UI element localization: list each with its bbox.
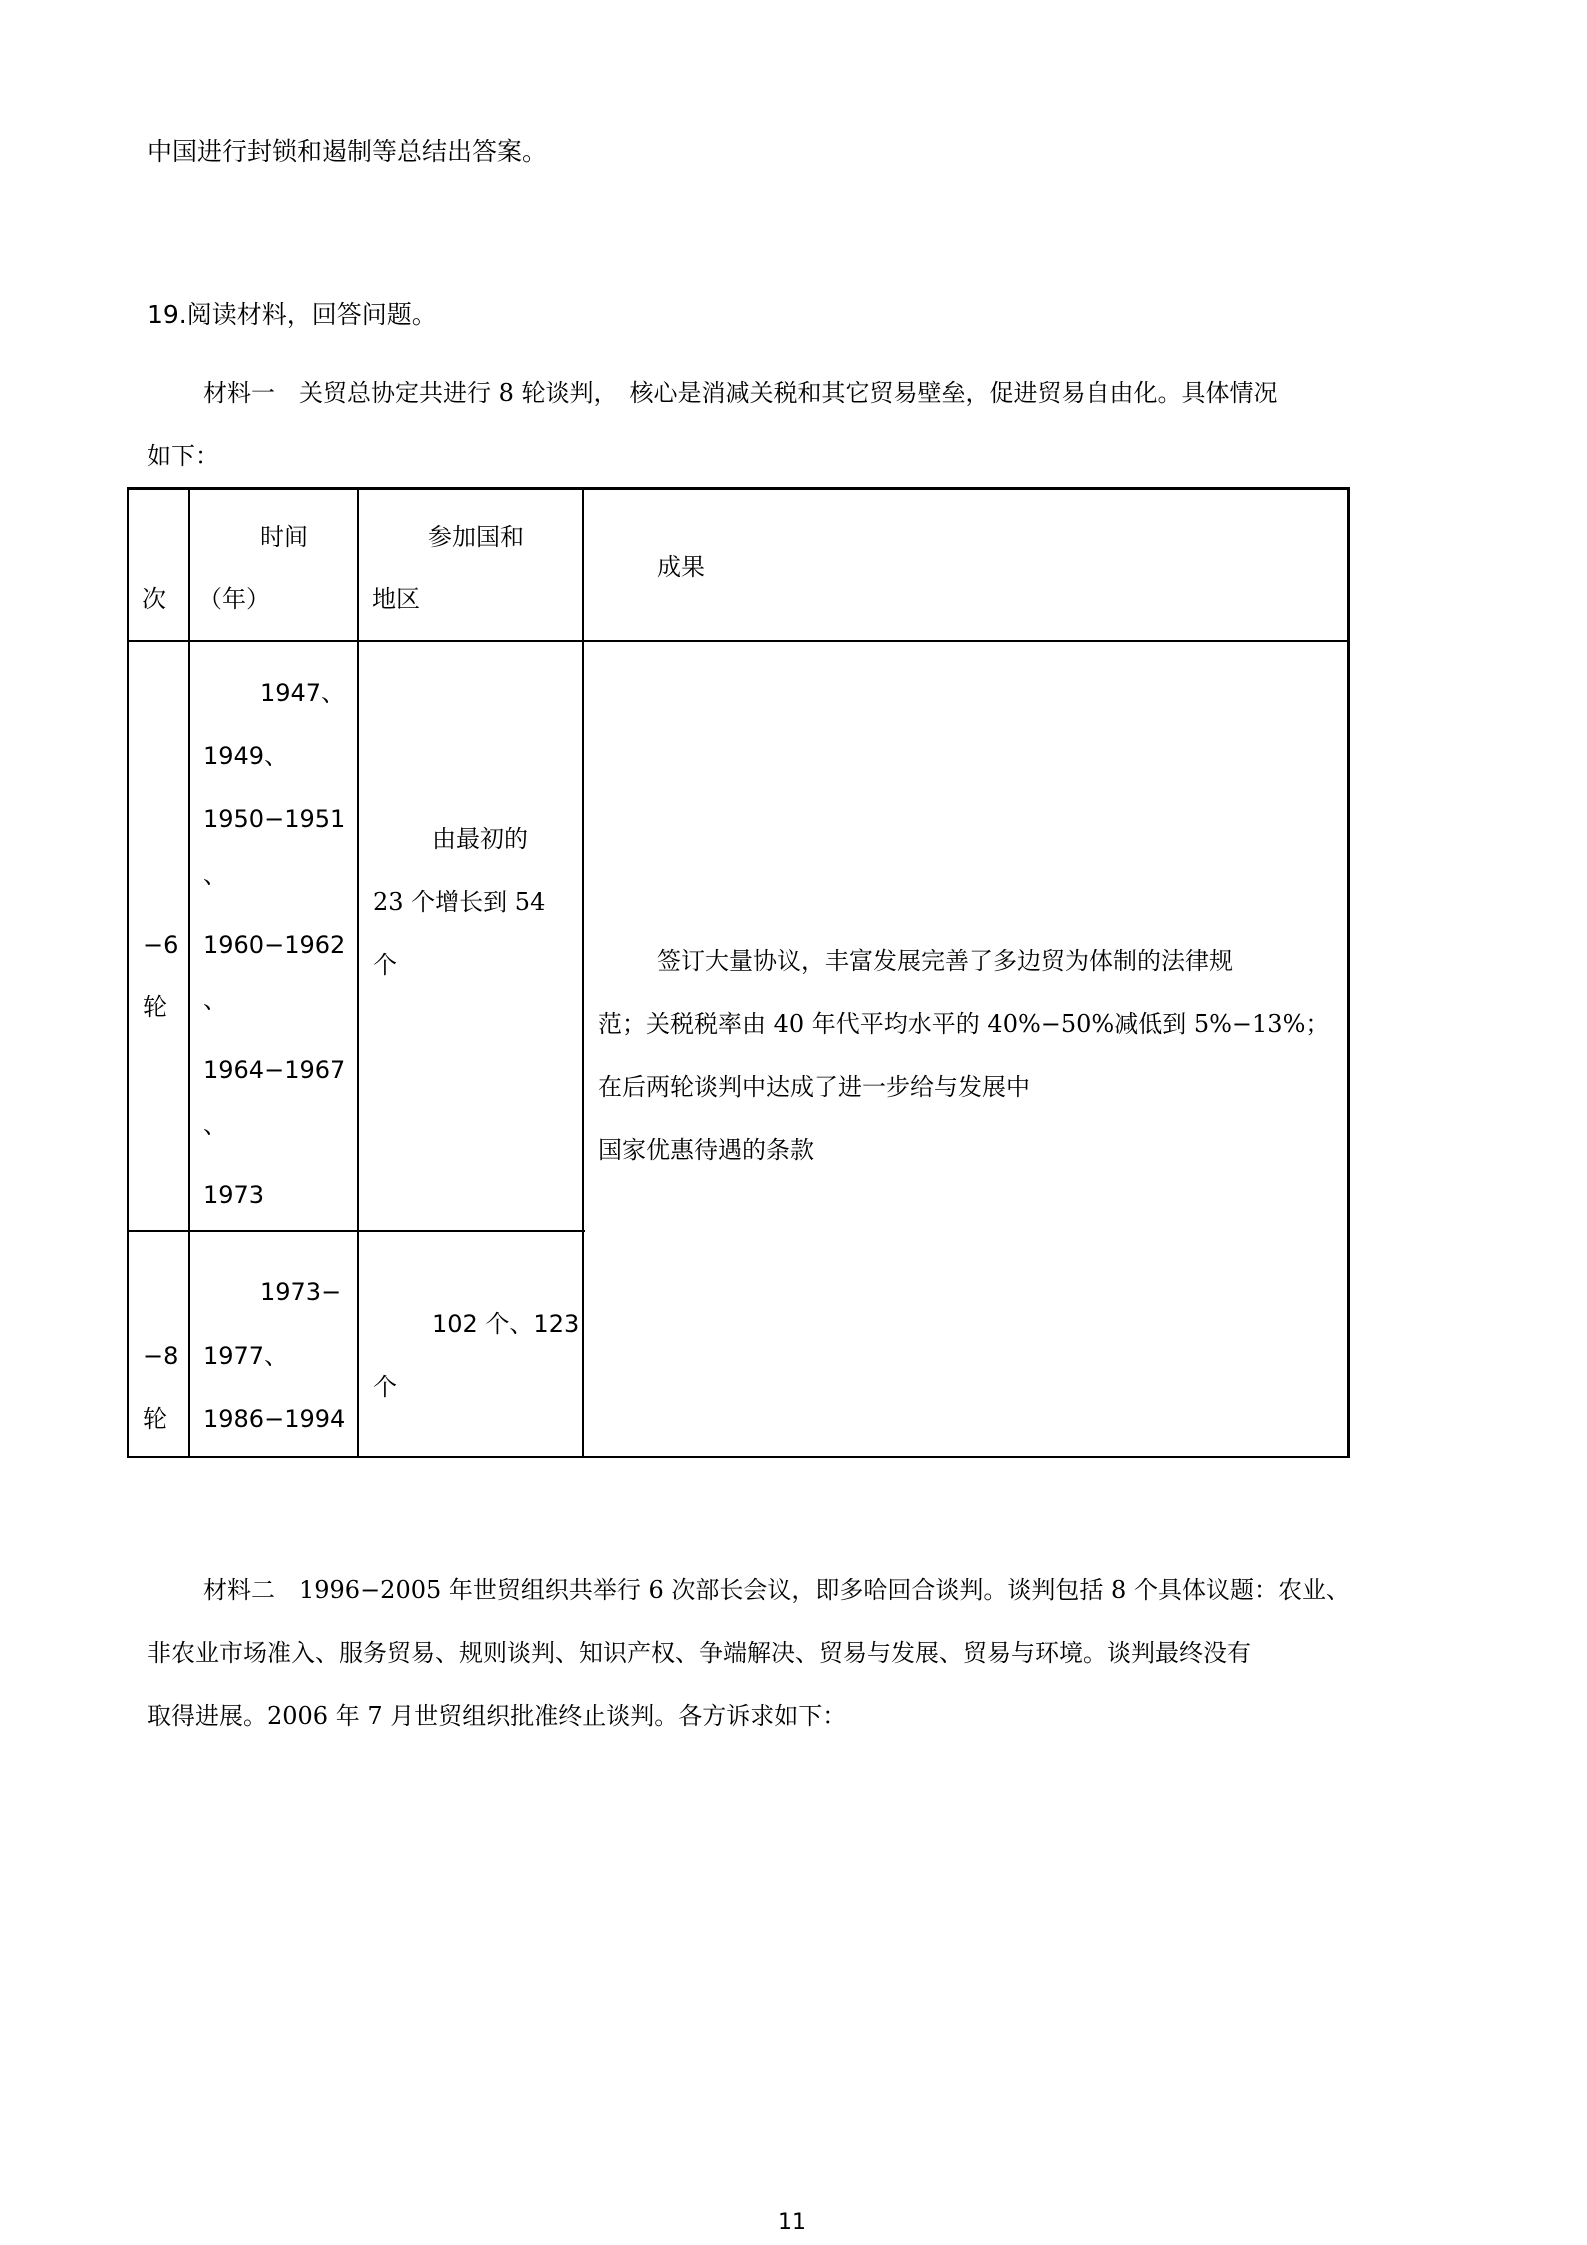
table-border-right [1347, 487, 1350, 1458]
achievements-line2: 范；关税税率由 40 年代平均水平的 40%−50%减低到 5%−13%； [598, 1010, 1330, 1038]
table-border-left [127, 487, 129, 1458]
page-number: 11 [778, 2210, 806, 2235]
row2-round-line2: 轮 [143, 1405, 167, 1433]
achievements-line1: 签订大量协议，丰富发展完善了多边贸为体制的法律规 [657, 947, 1233, 975]
table-border-top [127, 487, 1350, 490]
row2-time-line: 1986−1994 [203, 1405, 346, 1433]
header-achievements: 成果 [657, 553, 705, 581]
row2-participants-line2: 个 [373, 1373, 397, 1401]
header-participants-line2: 地区 [372, 585, 420, 613]
material2-line1: 材料二 1996−2005 年世贸组织共举行 6 次部长会议，即多哈回合谈判。谈判包括 8 个具体议题：农业、 [203, 1576, 1350, 1604]
row2-participants-line1: 102 个、123 [432, 1310, 580, 1338]
row1-time-line: 1960−1962 [203, 931, 346, 959]
table-row-divider [127, 1230, 585, 1232]
row2-time-line: 1973− [260, 1278, 342, 1306]
achievements-line4: 国家优惠待遇的条款 [598, 1136, 814, 1164]
material1-line1: 材料一 关贸总协定共进行 8 轮谈判， 核心是消减关税和其它贸易壁垒，促进贸易自由化。具体情况 [203, 379, 1278, 407]
achievements-line3: 在后两轮谈判中达成了进一步给与发展中 [598, 1073, 1030, 1101]
header-round: 次 [142, 585, 166, 613]
row1-time-line: 1964−1967 [203, 1056, 346, 1084]
material1-line2: 如下： [147, 442, 219, 470]
header-time-line1: 时间 [260, 523, 308, 551]
row1-round-line1: −6 [143, 931, 179, 959]
row2-round-line1: −8 [143, 1342, 179, 1370]
row1-participants-line3: 个 [373, 951, 397, 979]
row2-time-line: 1977、 [203, 1342, 289, 1370]
table-col-divider-1 [188, 487, 190, 1458]
table-header-divider [127, 640, 1350, 642]
row1-round-line2: 轮 [143, 993, 167, 1021]
row1-participants-line2: 23 个增长到 54 [373, 888, 546, 916]
material2-line3: 取得进展。2006 年 7 月世贸组织批准终止谈判。各方诉求如下： [147, 1702, 847, 1730]
table-col-divider-2 [357, 487, 359, 1458]
table-col-divider-3 [582, 487, 584, 1458]
row1-time-line: 1973 [203, 1181, 265, 1209]
row1-time-line: 、 [203, 861, 227, 889]
table-border-bottom [127, 1456, 1350, 1458]
question-title: 19.阅读材料，回答问题。 [147, 300, 437, 329]
row1-participants-line1: 由最初的 [432, 825, 528, 853]
header-participants-line1: 参加国和 [428, 523, 524, 551]
header-time-line2: （年） [198, 585, 270, 613]
row1-time-line: 1949、 [203, 742, 289, 770]
row1-time-line: 1950−1951 [203, 805, 346, 833]
material2-line2: 非农业市场准入、服务贸易、规则谈判、知识产权、争端解决、贸易与发展、贸易与环境。谈判最终没有 [147, 1639, 1251, 1667]
row1-time-line: 1947、 [260, 679, 346, 707]
row1-time-line: 、 [203, 1111, 227, 1139]
intro-text: 中国进行封锁和遏制等总结出答案。 [147, 137, 548, 166]
row1-time-line: 、 [203, 986, 227, 1014]
